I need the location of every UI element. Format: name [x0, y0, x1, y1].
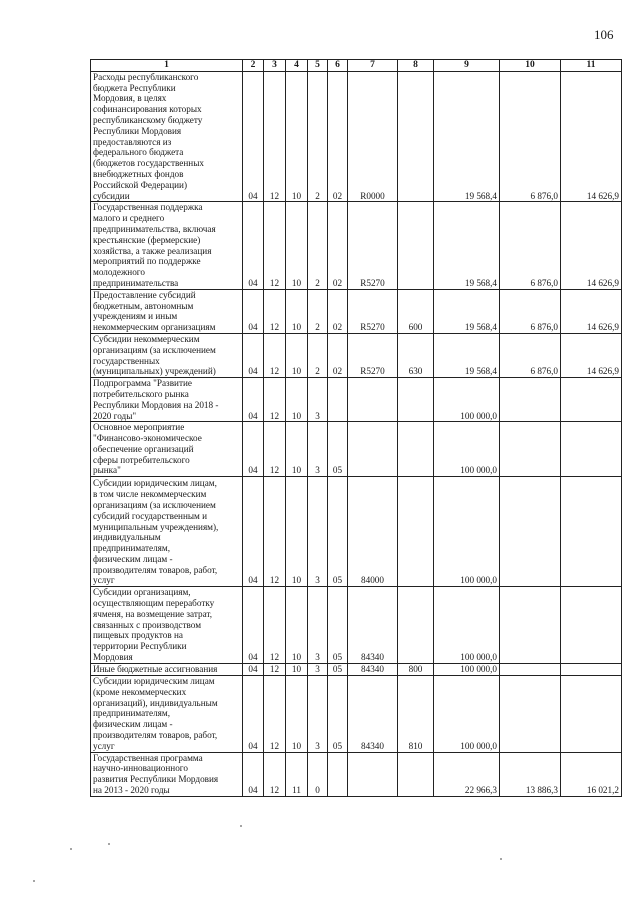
row-value-cell: 3: [308, 587, 328, 664]
table-row: [91, 422, 622, 477]
row-value-cell: 04: [243, 378, 264, 422]
row-value-cell: 02: [328, 289, 348, 333]
row-value-cell: 3: [308, 378, 328, 422]
row-value-cell: 2: [308, 71, 328, 202]
row-value-cell: 10: [286, 333, 308, 377]
table-row: [91, 289, 622, 333]
row-value-cell: 600: [398, 289, 434, 333]
row-value-cell: [398, 202, 434, 289]
row-value-cell: 04: [243, 422, 264, 477]
column-header: 8: [398, 60, 434, 72]
row-value-cell: [561, 378, 622, 422]
row-value-cell: 02: [328, 71, 348, 202]
row-value-cell: 2: [308, 333, 328, 377]
row-name-cell: Субсидии юридическим лицам, в том числе некоммерческим организациям (за исключением субсидий государственным и муниципальным учреждениям), индивидуальным предпринимателям, физическим лицам - производителям товаров, работ, услуг: [91, 477, 243, 587]
row-value-cell: 10: [286, 675, 308, 752]
row-value-cell: 84340: [348, 663, 398, 675]
column-header: 5: [308, 60, 328, 72]
column-header: 4: [286, 60, 308, 72]
row-value-cell: 10: [286, 202, 308, 289]
row-value-cell: 14 626,9: [561, 289, 622, 333]
row-value-cell: 12: [264, 752, 286, 796]
row-value-cell: [561, 422, 622, 477]
row-value-cell: 13 886,3: [500, 752, 561, 796]
row-name-cell: Подпрограмма "Развитие потребительского рынка Республики Мордовия на 2018 - 2020 годы": [91, 378, 243, 422]
row-value-cell: 19 568,4: [434, 71, 500, 202]
row-value-cell: 3: [308, 675, 328, 752]
row-value-cell: 12: [264, 663, 286, 675]
row-value-cell: R0000: [348, 71, 398, 202]
row-value-cell: [398, 752, 434, 796]
row-value-cell: [348, 752, 398, 796]
budget-table: [90, 59, 622, 797]
row-value-cell: 100 000,0: [434, 675, 500, 752]
column-header: 1: [91, 60, 243, 72]
row-value-cell: [500, 477, 561, 587]
row-value-cell: 05: [328, 422, 348, 477]
table-header-row: [91, 60, 622, 72]
row-value-cell: 810: [398, 675, 434, 752]
row-value-cell: [398, 477, 434, 587]
row-value-cell: 02: [328, 202, 348, 289]
row-name-cell: Субсидии организациям, осуществляющим переработку ячменя, на возмещение затрат, связанных с производством пищевых продуктов на территории Республики Мордовия: [91, 587, 243, 664]
row-value-cell: 14 626,9: [561, 333, 622, 377]
row-value-cell: 12: [264, 289, 286, 333]
table-row: [91, 71, 622, 202]
row-name-cell: Иные бюджетные ассигнования: [91, 663, 243, 675]
row-value-cell: 04: [243, 333, 264, 377]
row-value-cell: 04: [243, 752, 264, 796]
row-value-cell: [500, 422, 561, 477]
table-row: [91, 663, 622, 675]
row-name-cell: Предоставление субсидий бюджетным, автономным учреждениям и иным некоммерческим организациям: [91, 289, 243, 333]
scan-speck: [70, 848, 72, 850]
scan-speck: [108, 843, 110, 845]
table-row: [91, 333, 622, 377]
row-value-cell: 3: [308, 477, 328, 587]
row-value-cell: [561, 587, 622, 664]
column-header: 11: [561, 60, 622, 72]
row-value-cell: 0: [308, 752, 328, 796]
row-value-cell: [500, 663, 561, 675]
row-name-cell: Расходы республиканского бюджета Республики Мордовия, в целях софинансирования которых республиканскому бюджету Республики Мордовия предоставляются из федерального бюджета (бюджетов государственных внебюджетных фондов Российской Федерации) субсидии: [91, 71, 243, 202]
row-value-cell: 12: [264, 587, 286, 664]
row-value-cell: 84000: [348, 477, 398, 587]
column-header: 3: [264, 60, 286, 72]
row-value-cell: 10: [286, 71, 308, 202]
row-value-cell: [328, 752, 348, 796]
row-value-cell: [561, 663, 622, 675]
row-value-cell: 14 626,9: [561, 71, 622, 202]
column-header: 7: [348, 60, 398, 72]
row-value-cell: 630: [398, 333, 434, 377]
row-value-cell: 10: [286, 587, 308, 664]
row-value-cell: 04: [243, 477, 264, 587]
row-name-cell: Государственная программа научно-инновационного развития Республики Мордовия на 2013 - 2020 годы: [91, 752, 243, 796]
row-value-cell: 12: [264, 71, 286, 202]
row-value-cell: 12: [264, 202, 286, 289]
row-value-cell: [500, 675, 561, 752]
row-value-cell: [348, 378, 398, 422]
row-value-cell: 100 000,0: [434, 378, 500, 422]
row-value-cell: 19 568,4: [434, 289, 500, 333]
row-value-cell: 12: [264, 378, 286, 422]
row-value-cell: 10: [286, 289, 308, 333]
row-value-cell: R5270: [348, 289, 398, 333]
row-value-cell: 04: [243, 675, 264, 752]
row-value-cell: 6 876,0: [500, 289, 561, 333]
row-value-cell: [500, 378, 561, 422]
column-header: 9: [434, 60, 500, 72]
row-name-cell: Основное мероприятие "Финансово-экономическое обеспечение организаций сферы потребительского рынка": [91, 422, 243, 477]
row-name-cell: Государственная поддержка малого и среднего предпринимательства, включая крестьянские (фермерские) хозяйства, а также реализация мероприятий по поддержке молодежного предпринимательства: [91, 202, 243, 289]
row-value-cell: 10: [286, 422, 308, 477]
row-value-cell: 14 626,9: [561, 202, 622, 289]
row-name-cell: Субсидии юридическим лицам (кроме некоммерческих организаций), индивидуальным предпринимателям, физическим лицам - производителям товаров, работ, услуг: [91, 675, 243, 752]
table-row: [91, 378, 622, 422]
row-value-cell: 10: [286, 378, 308, 422]
row-value-cell: 04: [243, 663, 264, 675]
row-value-cell: R5270: [348, 202, 398, 289]
row-value-cell: 05: [328, 663, 348, 675]
row-value-cell: 12: [264, 675, 286, 752]
row-value-cell: [500, 587, 561, 664]
column-header: 10: [500, 60, 561, 72]
row-value-cell: 04: [243, 71, 264, 202]
row-value-cell: 05: [328, 477, 348, 587]
table-row: [91, 477, 622, 587]
row-value-cell: 10: [286, 477, 308, 587]
row-value-cell: 3: [308, 663, 328, 675]
row-value-cell: 19 568,4: [434, 333, 500, 377]
row-value-cell: 12: [264, 422, 286, 477]
row-value-cell: 100 000,0: [434, 587, 500, 664]
table-row: [91, 752, 622, 796]
table-row: [91, 202, 622, 289]
row-value-cell: 6 876,0: [500, 333, 561, 377]
row-value-cell: 04: [243, 202, 264, 289]
row-value-cell: 19 568,4: [434, 202, 500, 289]
row-value-cell: 02: [328, 333, 348, 377]
row-value-cell: [328, 378, 348, 422]
row-value-cell: 10: [286, 663, 308, 675]
table-row: [91, 587, 622, 664]
row-name-cell: Субсидии некоммерческим организациям (за исключением государственных (муниципальных) учреждений): [91, 333, 243, 377]
row-value-cell: [398, 378, 434, 422]
row-value-cell: 800: [398, 663, 434, 675]
column-header: 2: [243, 60, 264, 72]
row-value-cell: 05: [328, 587, 348, 664]
row-value-cell: [348, 422, 398, 477]
row-value-cell: 100 000,0: [434, 477, 500, 587]
row-value-cell: 04: [243, 587, 264, 664]
scan-speck: [33, 880, 35, 882]
column-header: 6: [328, 60, 348, 72]
table-row: [91, 675, 622, 752]
scan-speck: [240, 825, 242, 827]
row-value-cell: 84340: [348, 675, 398, 752]
row-value-cell: [398, 422, 434, 477]
row-value-cell: 84340: [348, 587, 398, 664]
row-value-cell: 22 966,3: [434, 752, 500, 796]
row-value-cell: [561, 675, 622, 752]
row-value-cell: 12: [264, 477, 286, 587]
row-value-cell: 2: [308, 202, 328, 289]
row-value-cell: 12: [264, 333, 286, 377]
row-value-cell: [398, 71, 434, 202]
row-value-cell: 04: [243, 289, 264, 333]
row-value-cell: 05: [328, 675, 348, 752]
row-value-cell: 2: [308, 289, 328, 333]
page-number: 106: [594, 27, 614, 42]
row-value-cell: 100 000,0: [434, 663, 500, 675]
scan-speck: [500, 858, 502, 860]
row-value-cell: 100 000,0: [434, 422, 500, 477]
row-value-cell: 16 021,2: [561, 752, 622, 796]
row-value-cell: [398, 587, 434, 664]
row-value-cell: 6 876,0: [500, 71, 561, 202]
row-value-cell: R5270: [348, 333, 398, 377]
row-value-cell: 6 876,0: [500, 202, 561, 289]
row-value-cell: 11: [286, 752, 308, 796]
row-value-cell: 3: [308, 422, 328, 477]
row-value-cell: [561, 477, 622, 587]
